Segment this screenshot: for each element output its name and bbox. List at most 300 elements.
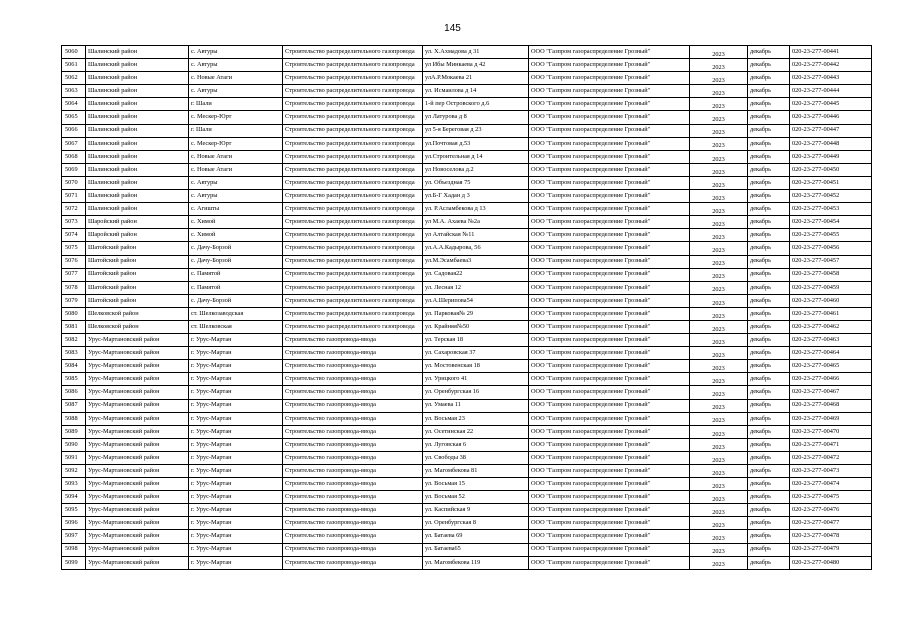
year-cell: 2023: [690, 465, 748, 478]
district-cell: Урус-Мартановский район: [86, 543, 189, 556]
work-type-cell: Строительство газопровода-ввода: [283, 347, 423, 360]
settlement-cell: г. Урус-Мартан: [189, 412, 283, 425]
address-cell: ул. Парковая№ 29: [423, 307, 529, 320]
address-cell: ул.Строительная д 14: [423, 150, 529, 163]
month-cell: декабрь: [748, 530, 790, 543]
settlement-cell: с. Автуры: [189, 85, 283, 98]
organization-cell: ООО "Газпром газораспределение Грозный": [529, 124, 690, 137]
objects-table: [61, 45, 872, 570]
district-cell: Шатойский район: [86, 294, 189, 307]
work-type-cell: Строительство распределительного газопровода: [283, 216, 423, 229]
year-cell: 2023: [690, 229, 748, 242]
work-type-cell: Строительство распределительного газопровода: [283, 150, 423, 163]
month-cell: декабрь: [748, 504, 790, 517]
table-row: [62, 150, 872, 163]
year-cell: 2023: [690, 360, 748, 373]
row-number-cell: 5073: [62, 216, 86, 229]
address-cell: ул.А.А.Кадырова, 56: [423, 242, 529, 255]
address-cell: ул. Сахаровская 37: [423, 347, 529, 360]
year-cell: 2023: [690, 412, 748, 425]
year-cell: 2023: [690, 478, 748, 491]
registry-number-cell: 020-23-277-00454: [790, 216, 872, 229]
year-cell: 2023: [690, 491, 748, 504]
settlement-cell: с. Автуры: [189, 59, 283, 72]
table-row: [62, 242, 872, 255]
settlement-cell: с. Мескер-Юрт: [189, 137, 283, 150]
organization-cell: ООО "Газпром газораспределение Грозный": [529, 347, 690, 360]
organization-cell: ООО "Газпром газораспределение Грозный": [529, 281, 690, 294]
table-row: [62, 72, 872, 85]
row-number-cell: 5081: [62, 320, 86, 333]
work-type-cell: Строительство распределительного газопровода: [283, 176, 423, 189]
work-type-cell: Строительство газопровода-ввода: [283, 556, 423, 569]
district-cell: Шалинский район: [86, 163, 189, 176]
settlement-cell: г. Урус-Мартан: [189, 556, 283, 569]
district-cell: Урус-Мартановский район: [86, 386, 189, 399]
year-cell: 2023: [690, 386, 748, 399]
organization-cell: ООО "Газпром газораспределение Грозный": [529, 438, 690, 451]
year-cell: 2023: [690, 190, 748, 203]
registry-number-cell: 020-23-277-00469: [790, 412, 872, 425]
table-row: [62, 307, 872, 320]
registry-number-cell: 020-23-277-00452: [790, 190, 872, 203]
registry-number-cell: 020-23-277-00470: [790, 425, 872, 438]
settlement-cell: ст. Шелкозаводская: [189, 307, 283, 320]
district-cell: Шалинский район: [86, 111, 189, 124]
row-number-cell: 5065: [62, 111, 86, 124]
table-row: [62, 373, 872, 386]
row-number-cell: 5090: [62, 438, 86, 451]
address-cell: ул. Восьмая 52: [423, 491, 529, 504]
organization-cell: ООО "Газпром газораспределение Грозный": [529, 373, 690, 386]
district-cell: Урус-Мартановский район: [86, 399, 189, 412]
year-cell: 2023: [690, 124, 748, 137]
organization-cell: ООО "Газпром газораспределение Грозный": [529, 556, 690, 569]
organization-cell: ООО "Газпром газораспределение Грозный": [529, 242, 690, 255]
settlement-cell: с. Автуры: [189, 46, 283, 59]
address-cell: ул. Восьмая 23: [423, 412, 529, 425]
registry-number-cell: 020-23-277-00461: [790, 307, 872, 320]
registry-number-cell: 020-23-277-00453: [790, 203, 872, 216]
month-cell: декабрь: [748, 124, 790, 137]
table-row: [62, 46, 872, 59]
year-cell: 2023: [690, 373, 748, 386]
organization-cell: ООО "Газпром газораспределение Грозный": [529, 176, 690, 189]
registry-number-cell: 020-23-277-00462: [790, 320, 872, 333]
address-cell: ул. Терская 18: [423, 334, 529, 347]
table-row: [62, 530, 872, 543]
district-cell: Шалинский район: [86, 150, 189, 163]
settlement-cell: с. Автуры: [189, 190, 283, 203]
settlement-cell: с. Дачу-Борзой: [189, 242, 283, 255]
address-cell: ул Ибы Минкаева д 42: [423, 59, 529, 72]
address-cell: ул. Мостовенская 18: [423, 360, 529, 373]
work-type-cell: Строительство газопровода-ввода: [283, 412, 423, 425]
row-number-cell: 5093: [62, 478, 86, 491]
district-cell: Урус-Мартановский район: [86, 517, 189, 530]
district-cell: Шелковской район: [86, 320, 189, 333]
settlement-cell: с. Памятой: [189, 281, 283, 294]
month-cell: декабрь: [748, 203, 790, 216]
work-type-cell: Строительство газопровода-ввода: [283, 530, 423, 543]
year-cell: 2023: [690, 85, 748, 98]
address-cell: ул.Б-Г Хадан д 3: [423, 190, 529, 203]
settlement-cell: с. Дачу-Борзой: [189, 255, 283, 268]
work-type-cell: Строительство распределительного газопровода: [283, 268, 423, 281]
district-cell: Урус-Мартановский район: [86, 491, 189, 504]
district-cell: Урус-Мартановский район: [86, 451, 189, 464]
district-cell: Шалинский район: [86, 203, 189, 216]
work-type-cell: Строительство распределительного газопровода: [283, 190, 423, 203]
table-row: [62, 281, 872, 294]
row-number-cell: 5078: [62, 281, 86, 294]
registry-number-cell: 020-23-277-00444: [790, 85, 872, 98]
table-row: [62, 360, 872, 373]
address-cell: ул. Садовая22: [423, 268, 529, 281]
month-cell: декабрь: [748, 46, 790, 59]
year-cell: 2023: [690, 203, 748, 216]
address-cell: ул. Батаева65: [423, 543, 529, 556]
organization-cell: ООО "Газпром газораспределение Грозный": [529, 190, 690, 203]
district-cell: Шалинский район: [86, 72, 189, 85]
registry-number-cell: 020-23-277-00474: [790, 478, 872, 491]
address-cell: ул. Умаева 11: [423, 399, 529, 412]
table-row: [62, 176, 872, 189]
row-number-cell: 5076: [62, 255, 86, 268]
year-cell: 2023: [690, 399, 748, 412]
work-type-cell: Строительство распределительного газопровода: [283, 124, 423, 137]
year-cell: 2023: [690, 294, 748, 307]
registry-number-cell: 020-23-277-00477: [790, 517, 872, 530]
address-cell: ул. Х.Ахмадова д 31: [423, 46, 529, 59]
registry-number-cell: 020-23-277-00465: [790, 360, 872, 373]
registry-number-cell: 020-23-277-00473: [790, 465, 872, 478]
table-row: [62, 438, 872, 451]
month-cell: декабрь: [748, 229, 790, 242]
organization-cell: ООО "Газпром газораспределение Грозный": [529, 517, 690, 530]
month-cell: декабрь: [748, 451, 790, 464]
month-cell: декабрь: [748, 478, 790, 491]
district-cell: Урус-Мартановский район: [86, 438, 189, 451]
year-cell: 2023: [690, 98, 748, 111]
registry-number-cell: 020-23-277-00475: [790, 491, 872, 504]
district-cell: Урус-Мартановский район: [86, 334, 189, 347]
month-cell: декабрь: [748, 360, 790, 373]
row-number-cell: 5072: [62, 203, 86, 216]
address-cell: ул Латурова д 8: [423, 111, 529, 124]
district-cell: Урус-Мартановский район: [86, 478, 189, 491]
month-cell: декабрь: [748, 72, 790, 85]
row-number-cell: 5071: [62, 190, 86, 203]
table-row: [62, 98, 872, 111]
month-cell: декабрь: [748, 412, 790, 425]
settlement-cell: г. Урус-Мартан: [189, 491, 283, 504]
address-cell: ул. Оренбургская 8: [423, 517, 529, 530]
settlement-cell: г. Урус-Мартан: [189, 530, 283, 543]
work-type-cell: Строительство распределительного газопровода: [283, 229, 423, 242]
page-number: 145: [444, 23, 461, 34]
month-cell: декабрь: [748, 98, 790, 111]
month-cell: декабрь: [748, 334, 790, 347]
table-row: [62, 255, 872, 268]
table-row: [62, 137, 872, 150]
month-cell: декабрь: [748, 307, 790, 320]
registry-number-cell: 020-23-277-00448: [790, 137, 872, 150]
settlement-cell: г. Урус-Мартан: [189, 373, 283, 386]
registry-number-cell: 020-23-277-00458: [790, 268, 872, 281]
work-type-cell: Строительство распределительного газопровода: [283, 307, 423, 320]
row-number-cell: 5099: [62, 556, 86, 569]
registry-number-cell: 020-23-277-00476: [790, 504, 872, 517]
row-number-cell: 5084: [62, 360, 86, 373]
district-cell: Урус-Мартановский район: [86, 465, 189, 478]
year-cell: 2023: [690, 425, 748, 438]
district-cell: Шалинский район: [86, 98, 189, 111]
organization-cell: ООО "Газпром газораспределение Грозный": [529, 478, 690, 491]
district-cell: Урус-Мартановский район: [86, 556, 189, 569]
year-cell: 2023: [690, 320, 748, 333]
table-row: [62, 543, 872, 556]
row-number-cell: 5083: [62, 347, 86, 360]
table-row: [62, 412, 872, 425]
registry-number-cell: 020-23-277-00468: [790, 399, 872, 412]
address-cell: ул М.А. Ахаева №2а: [423, 216, 529, 229]
organization-cell: ООО "Газпром газораспределение Грозный": [529, 137, 690, 150]
year-cell: 2023: [690, 111, 748, 124]
address-cell: ул.А.Шерипова54: [423, 294, 529, 307]
work-type-cell: Строительство распределительного газопровода: [283, 294, 423, 307]
year-cell: 2023: [690, 268, 748, 281]
month-cell: декабрь: [748, 294, 790, 307]
address-cell: ул. Восьмая 15: [423, 478, 529, 491]
year-cell: 2023: [690, 556, 748, 569]
address-cell: ул. Батаева 69: [423, 530, 529, 543]
district-cell: Шалинский район: [86, 124, 189, 137]
registry-number-cell: 020-23-277-00450: [790, 163, 872, 176]
settlement-cell: г. Урус-Мартан: [189, 504, 283, 517]
address-cell: ул Новоселова д.2: [423, 163, 529, 176]
year-cell: 2023: [690, 242, 748, 255]
registry-number-cell: 020-23-277-00463: [790, 334, 872, 347]
address-cell: ул.М.Эсамбаева3: [423, 255, 529, 268]
table-row: [62, 491, 872, 504]
row-number-cell: 5098: [62, 543, 86, 556]
table-row: [62, 294, 872, 307]
organization-cell: ООО "Газпром газораспределение Грозный": [529, 425, 690, 438]
organization-cell: ООО "Газпром газораспределение Грозный": [529, 85, 690, 98]
table-row: [62, 190, 872, 203]
year-cell: 2023: [690, 451, 748, 464]
month-cell: декабрь: [748, 268, 790, 281]
address-cell: ул. Лесная 12: [423, 281, 529, 294]
work-type-cell: Строительство распределительного газопровода: [283, 163, 423, 176]
month-cell: декабрь: [748, 386, 790, 399]
year-cell: 2023: [690, 176, 748, 189]
table-row: [62, 386, 872, 399]
registry-number-cell: 020-23-277-00472: [790, 451, 872, 464]
work-type-cell: Строительство распределительного газопровода: [283, 59, 423, 72]
registry-number-cell: 020-23-277-00447: [790, 124, 872, 137]
row-number-cell: 5096: [62, 517, 86, 530]
table-row: [62, 124, 872, 137]
organization-cell: ООО "Газпром газораспределение Грозный": [529, 320, 690, 333]
row-number-cell: 5092: [62, 465, 86, 478]
table-row: [62, 451, 872, 464]
work-type-cell: Строительство газопровода-ввода: [283, 451, 423, 464]
table-row: [62, 163, 872, 176]
settlement-cell: с. Дачу-Борзой: [189, 294, 283, 307]
table-row: [62, 399, 872, 412]
district-cell: Шалинский район: [86, 59, 189, 72]
row-number-cell: 5062: [62, 72, 86, 85]
settlement-cell: с. Химой: [189, 229, 283, 242]
month-cell: декабрь: [748, 465, 790, 478]
registry-number-cell: 020-23-277-00441: [790, 46, 872, 59]
district-cell: Шатойский район: [86, 242, 189, 255]
organization-cell: ООО "Газпром газораспределение Грозный": [529, 334, 690, 347]
work-type-cell: Строительство газопровода-ввода: [283, 517, 423, 530]
registry-number-cell: 020-23-277-00451: [790, 176, 872, 189]
year-cell: 2023: [690, 281, 748, 294]
month-cell: декабрь: [748, 85, 790, 98]
work-type-cell: Строительство распределительного газопровода: [283, 111, 423, 124]
registry-number-cell: 020-23-277-00471: [790, 438, 872, 451]
registry-number-cell: 020-23-277-00466: [790, 373, 872, 386]
settlement-cell: с. Автуры: [189, 176, 283, 189]
settlement-cell: г. Урус-Мартан: [189, 465, 283, 478]
table-row: [62, 320, 872, 333]
year-cell: 2023: [690, 307, 748, 320]
settlement-cell: г. Урус-Мартан: [189, 478, 283, 491]
year-cell: 2023: [690, 347, 748, 360]
month-cell: декабрь: [748, 163, 790, 176]
month-cell: декабрь: [748, 59, 790, 72]
month-cell: декабрь: [748, 111, 790, 124]
registry-number-cell: 020-23-277-00445: [790, 98, 872, 111]
year-cell: 2023: [690, 255, 748, 268]
district-cell: Шатойский район: [86, 255, 189, 268]
address-cell: ул. Свободы 38: [423, 451, 529, 464]
row-number-cell: 5089: [62, 425, 86, 438]
district-cell: Урус-Мартановский район: [86, 412, 189, 425]
registry-number-cell: 020-23-277-00456: [790, 242, 872, 255]
work-type-cell: Строительство распределительного газопровода: [283, 255, 423, 268]
organization-cell: ООО "Газпром газораспределение Грозный": [529, 543, 690, 556]
work-type-cell: Строительство распределительного газопровода: [283, 320, 423, 333]
organization-cell: ООО "Газпром газораспределение Грозный": [529, 255, 690, 268]
table-row: [62, 229, 872, 242]
organization-cell: ООО "Газпром газораспределение Грозный": [529, 360, 690, 373]
address-cell: ул.Почтовая д.53: [423, 137, 529, 150]
table-row: [62, 334, 872, 347]
row-number-cell: 5066: [62, 124, 86, 137]
address-cell: ул. Луговская 6: [423, 438, 529, 451]
organization-cell: ООО "Газпром газораспределение Грозный": [529, 268, 690, 281]
month-cell: декабрь: [748, 150, 790, 163]
table-row: [62, 425, 872, 438]
row-number-cell: 5060: [62, 46, 86, 59]
registry-number-cell: 020-23-277-00464: [790, 347, 872, 360]
district-cell: Шалинский район: [86, 176, 189, 189]
year-cell: 2023: [690, 150, 748, 163]
settlement-cell: г. Урус-Мартан: [189, 543, 283, 556]
registry-number-cell: 020-23-277-00449: [790, 150, 872, 163]
registry-number-cell: 020-23-277-00459: [790, 281, 872, 294]
work-type-cell: Строительство газопровода-ввода: [283, 543, 423, 556]
work-type-cell: Строительство газопровода-ввода: [283, 399, 423, 412]
row-number-cell: 5075: [62, 242, 86, 255]
year-cell: 2023: [690, 543, 748, 556]
row-number-cell: 5069: [62, 163, 86, 176]
year-cell: 2023: [690, 517, 748, 530]
organization-cell: ООО "Газпром газораспределение Грозный": [529, 111, 690, 124]
organization-cell: ООО "Газпром газораспределение Грозный": [529, 59, 690, 72]
address-cell: улА.Р.Мокаева 21: [423, 72, 529, 85]
month-cell: декабрь: [748, 491, 790, 504]
month-cell: декабрь: [748, 543, 790, 556]
district-cell: Шатойский район: [86, 281, 189, 294]
month-cell: декабрь: [748, 347, 790, 360]
registry-number-cell: 020-23-277-00480: [790, 556, 872, 569]
table-body: [62, 46, 872, 570]
district-cell: Урус-Мартановский район: [86, 360, 189, 373]
year-cell: 2023: [690, 137, 748, 150]
settlement-cell: г. Урус-Мартан: [189, 360, 283, 373]
row-number-cell: 5063: [62, 85, 86, 98]
settlement-cell: г. Урус-Мартан: [189, 517, 283, 530]
year-cell: 2023: [690, 438, 748, 451]
row-number-cell: 5077: [62, 268, 86, 281]
row-number-cell: 5088: [62, 412, 86, 425]
settlement-cell: г. Урус-Мартан: [189, 451, 283, 464]
month-cell: декабрь: [748, 556, 790, 569]
settlement-cell: г. Урус-Мартан: [189, 399, 283, 412]
settlement-cell: с. Мескер-Юрт: [189, 111, 283, 124]
year-cell: 2023: [690, 59, 748, 72]
address-cell: ул. Каспийская 9: [423, 504, 529, 517]
district-cell: Шелковской район: [86, 307, 189, 320]
settlement-cell: с. Памятой: [189, 268, 283, 281]
district-cell: Шалинский район: [86, 46, 189, 59]
organization-cell: ООО "Газпром газораспределение Грозный": [529, 98, 690, 111]
organization-cell: ООО "Газпром газораспределение Грозный": [529, 530, 690, 543]
organization-cell: ООО "Газпром газораспределение Грозный": [529, 399, 690, 412]
table-row: [62, 556, 872, 569]
address-cell: ул. Исмаилова д 14: [423, 85, 529, 98]
work-type-cell: Строительство газопровода-ввода: [283, 360, 423, 373]
organization-cell: ООО "Газпром газораспределение Грозный": [529, 163, 690, 176]
settlement-cell: с. Химой: [189, 216, 283, 229]
district-cell: Урус-Мартановский район: [86, 373, 189, 386]
year-cell: 2023: [690, 46, 748, 59]
district-cell: Шалинский район: [86, 190, 189, 203]
registry-number-cell: 020-23-277-00443: [790, 72, 872, 85]
organization-cell: ООО "Газпром газораспределение Грозный": [529, 72, 690, 85]
district-cell: Урус-Мартановский район: [86, 504, 189, 517]
work-type-cell: Строительство газопровода-ввода: [283, 438, 423, 451]
work-type-cell: Строительство распределительного газопровода: [283, 281, 423, 294]
settlement-cell: г. Урус-Мартан: [189, 347, 283, 360]
organization-cell: ООО "Газпром газораспределение Грозный": [529, 491, 690, 504]
row-number-cell: 5082: [62, 334, 86, 347]
address-cell: 1-й пер Островского д.6: [423, 98, 529, 111]
address-cell: ул. Оренбургская 16: [423, 386, 529, 399]
work-type-cell: Строительство газопровода-ввода: [283, 334, 423, 347]
address-cell: ул. Урицкого 41: [423, 373, 529, 386]
row-number-cell: 5097: [62, 530, 86, 543]
address-cell: ул Алтайская №11: [423, 229, 529, 242]
registry-number-cell: 020-23-277-00442: [790, 59, 872, 72]
